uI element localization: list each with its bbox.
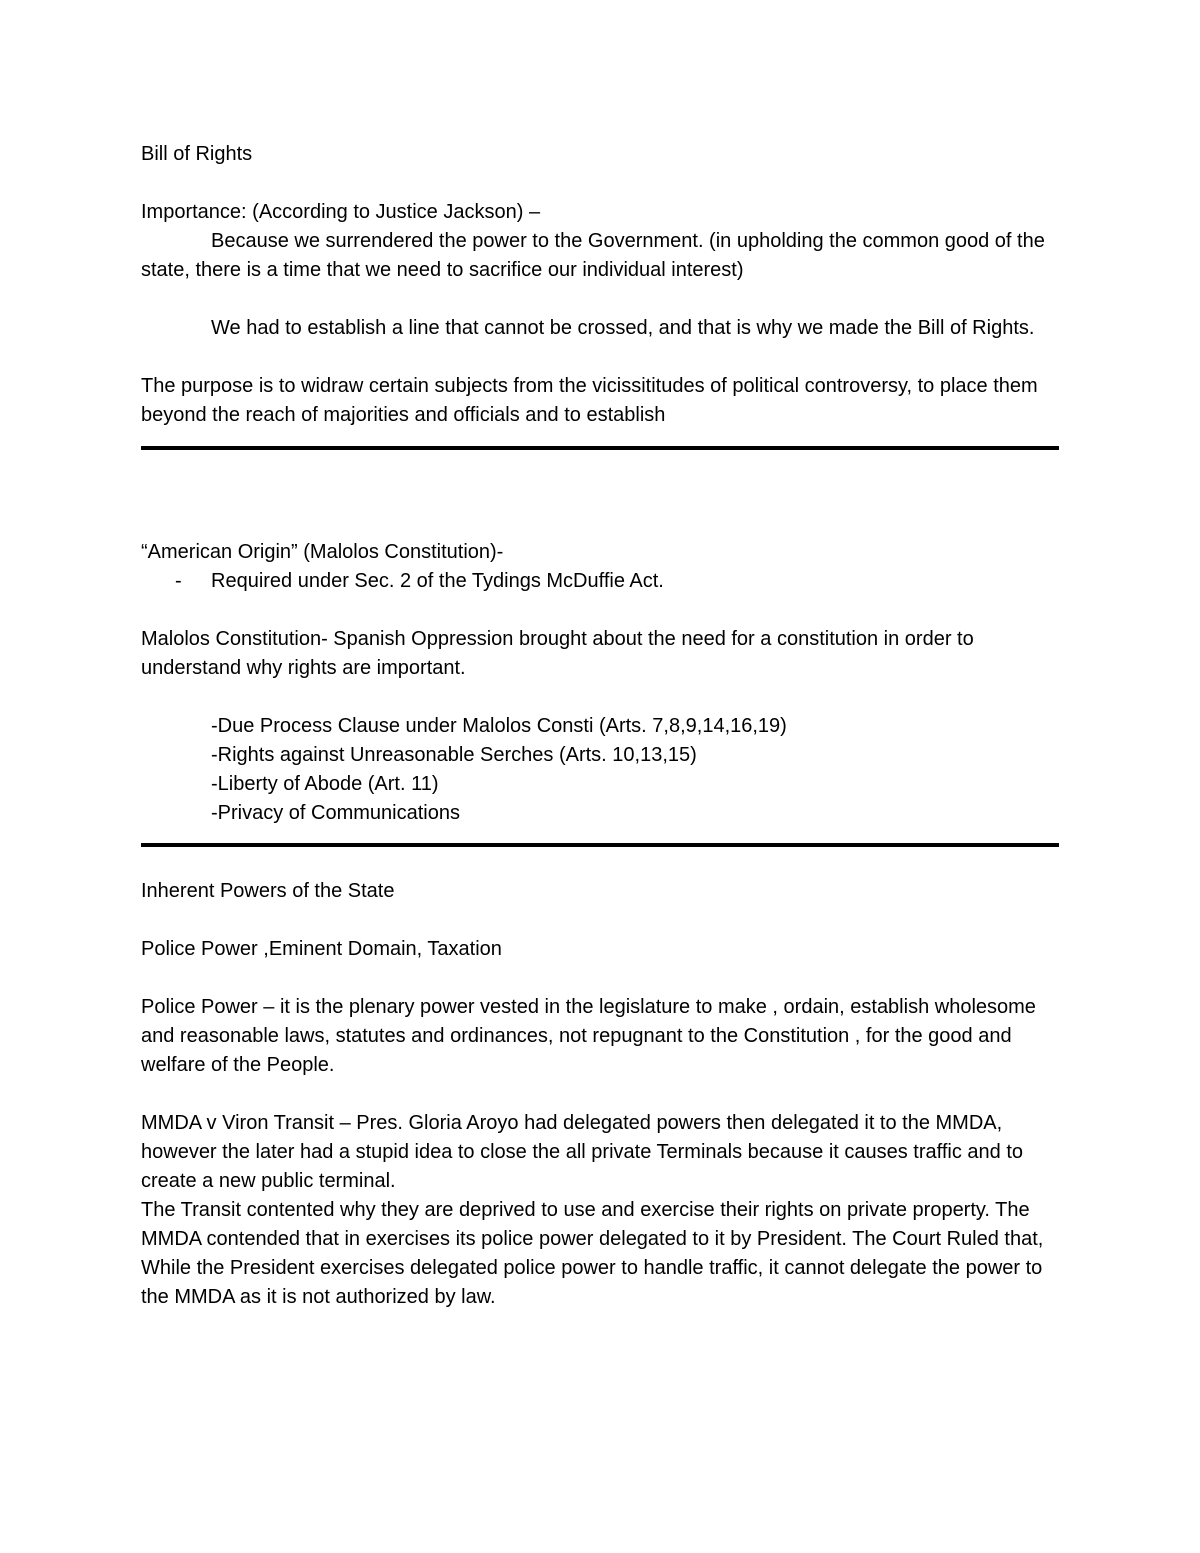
spacer [141,169,1061,198]
paragraph-court-ruling: The Transit contented why they are deprived to use and exercise their rights on private property. The MMDA contended that in exercises its police power delegated to it by President. The Court Ruled that, While the President exercises delegated police power to handle traffic, it cannot delegate the power to the MMDA as it is not authorized by law. [141,1199,1044,1308]
spacer [141,906,1061,935]
dash-bullet: - [175,570,182,592]
spacer [141,285,1061,314]
importance-heading: Importance: (According to Justice Jackson) – [141,201,541,223]
list-item: -Rights against Unreasonable Serches (Arts. 10,13,15) [211,744,697,766]
american-origin-heading: “American Origin” (Malolos Constitution)- [141,541,504,563]
paragraph-police-power-definition: Police Power – it is the plenary power vested in the legislature to make , ordain, establish wholesome and reasonable laws, statutes and ordinances, not repugnant to the Constitution , for the good and welfare of the People. [141,996,1036,1076]
spacer [141,343,1061,372]
paragraph-mmda-case: MMDA v Viron Transit – Pres. Gloria Aroyo had delegated powers then delegated it to the MMDA, however the later had a stupid idea to close the all private Terminals because it causes traffic and to create a new public terminal. [141,1112,1023,1192]
paragraph-line-not-crossed: We had to establish a line that cannot be crossed, and that is why we made the Bill of Rights. [211,317,1035,339]
list-item: -Due Process Clause under Malolos Consti (Arts. 7,8,9,14,16,19) [211,715,787,737]
spacer [141,1080,1061,1109]
malolos-rights-list [211,712,1061,828]
spacer [141,964,1061,993]
spacer [141,683,1061,712]
paragraph-purpose: The purpose is to widraw certain subjects from the vicissititudes of political controversy, to place them beyond the reach of majorities and officials and to establish [141,375,1038,426]
spacer [141,596,1061,625]
paragraph-malolos-constitution: Malolos Constitution- Spanish Oppression brought about the need for a constitution in order to understand why rights are important. [141,628,974,679]
list-item: -Liberty of Abode (Art. 11) [211,773,439,795]
document-body [141,140,1061,1312]
powers-list: Police Power ,Eminent Domain, Taxation [141,938,502,960]
inherent-powers-heading: Inherent Powers of the State [141,880,395,902]
list-item-text: Required under Sec. 2 of the Tydings McDuffie Act. [211,570,664,592]
list-item: -Privacy of Communications [211,802,460,824]
section-title-bill-of-rights: Bill of Rights [141,143,253,165]
paragraph-surrendered-power: Because we surrendered the power to the Government. (in upholding the common good of the state, there is a time that we need to sacrifice our individual interest) [141,230,1045,281]
list-item [175,567,1061,596]
